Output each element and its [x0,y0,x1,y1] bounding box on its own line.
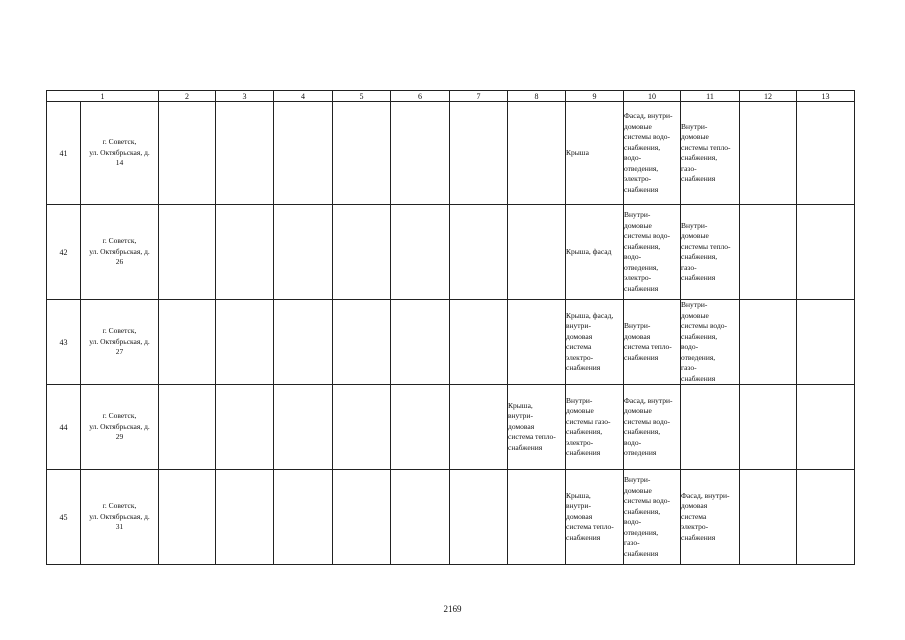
empty-cell [391,385,450,470]
cell-col-9: Крыша, внутри- домовая система тепло- снабжения [566,470,624,565]
empty-cell [333,205,391,300]
empty-cell [333,300,391,385]
empty-cell [333,470,391,565]
empty-cell [216,205,274,300]
empty-cell [333,385,391,470]
row-address: г. Советск, ул. Октябрьская, д. 14 [81,102,159,205]
row-address: г. Советск, ул. Октябрьская, д. 29 [81,385,159,470]
empty-cell [450,205,508,300]
row-address: г. Советск, ул. Октябрьская, д. 27 [81,300,159,385]
table-row [47,102,855,205]
cell-col-10: Фасад, внутри- домовые системы водо- снабжения, водо- отведения, электро- снабжения [624,102,681,205]
empty-cell [216,470,274,565]
row-number: 44 [47,385,81,470]
cell-col-11 [681,385,740,470]
cell-col-12 [740,470,797,565]
empty-cell [159,205,216,300]
row-number: 43 [47,300,81,385]
empty-cell [391,470,450,565]
empty-cell [159,470,216,565]
cell-col-8 [508,300,566,385]
table-row [47,385,855,470]
empty-cell [450,385,508,470]
empty-cell [274,205,333,300]
cell-col-13 [797,205,855,300]
cell-col-10: Фасад, внутри- домовые системы водо- снабжения, водо- отведения [624,385,681,470]
cell-col-8 [508,470,566,565]
works-table [46,90,855,565]
row-number: 45 [47,470,81,565]
row-address: г. Советск, ул. Октябрьская, д. 26 [81,205,159,300]
empty-cell [274,300,333,385]
empty-cell [391,205,450,300]
empty-cell [391,300,450,385]
col-header-2: 2 [159,91,216,102]
cell-col-8 [508,102,566,205]
empty-cell [391,102,450,205]
row-number: 42 [47,205,81,300]
col-header-1: 1 [47,91,159,102]
col-header-12: 12 [740,91,797,102]
empty-cell [216,300,274,385]
col-header-5: 5 [333,91,391,102]
row-number: 41 [47,102,81,205]
empty-cell [450,470,508,565]
cell-col-12 [740,102,797,205]
cell-col-11: Внутри- домовые системы тепло- снабжения, газо- снабжения [681,205,740,300]
empty-cell [159,102,216,205]
empty-cell [333,102,391,205]
empty-cell [159,300,216,385]
cell-col-8: Крыша, внутри- домовая система тепло- снабжения [508,385,566,470]
col-header-4: 4 [274,91,333,102]
cell-col-12 [740,205,797,300]
cell-col-10: Внутри- домовые системы водо- снабжения, водо- отведения, газо- снабжения [624,470,681,565]
col-header-7: 7 [450,91,508,102]
col-header-11: 11 [681,91,740,102]
empty-cell [159,385,216,470]
col-header-8: 8 [508,91,566,102]
cell-col-12 [740,300,797,385]
row-address: г. Советск, ул. Октябрьская, д. 31 [81,470,159,565]
cell-col-13 [797,470,855,565]
cell-col-13 [797,300,855,385]
empty-cell [216,102,274,205]
table-row [47,205,855,300]
col-header-9: 9 [566,91,624,102]
empty-cell [450,102,508,205]
cell-col-10: Внутри- домовая система тепло- снабжения [624,300,681,385]
cell-col-11: Фасад, внутри- домовая система электро- снабжения [681,470,740,565]
table-row [47,300,855,385]
page-number: 2169 [443,604,462,614]
cell-col-9: Крыша, фасад, внутри- домовая система электро- снабжения [566,300,624,385]
empty-cell [274,385,333,470]
cell-col-8 [508,205,566,300]
cell-col-10: Внутри- домовые системы водо- снабжения, водо- отведения, электро- снабжения [624,205,681,300]
cell-col-13 [797,102,855,205]
cell-col-9: Внутри- домовые системы газо- снабжения, электро- снабжения [566,385,624,470]
cell-col-9: Крыша, фасад [566,205,624,300]
empty-cell [450,300,508,385]
cell-col-9: Крыша [566,102,624,205]
col-header-10: 10 [624,91,681,102]
cell-col-13 [797,385,855,470]
empty-cell [274,102,333,205]
cell-col-11: Внутри- домовые системы водо- снабжения, водо- отведения, газо- снабжения [681,300,740,385]
table-row [47,470,855,565]
cell-col-12 [740,385,797,470]
empty-cell [216,385,274,470]
empty-cell [274,470,333,565]
col-header-13: 13 [797,91,855,102]
cell-col-11: Внутри- домовые системы тепло- снабжения, газо- снабжения [681,102,740,205]
header-row [47,91,855,102]
col-header-6: 6 [391,91,450,102]
col-header-3: 3 [216,91,274,102]
